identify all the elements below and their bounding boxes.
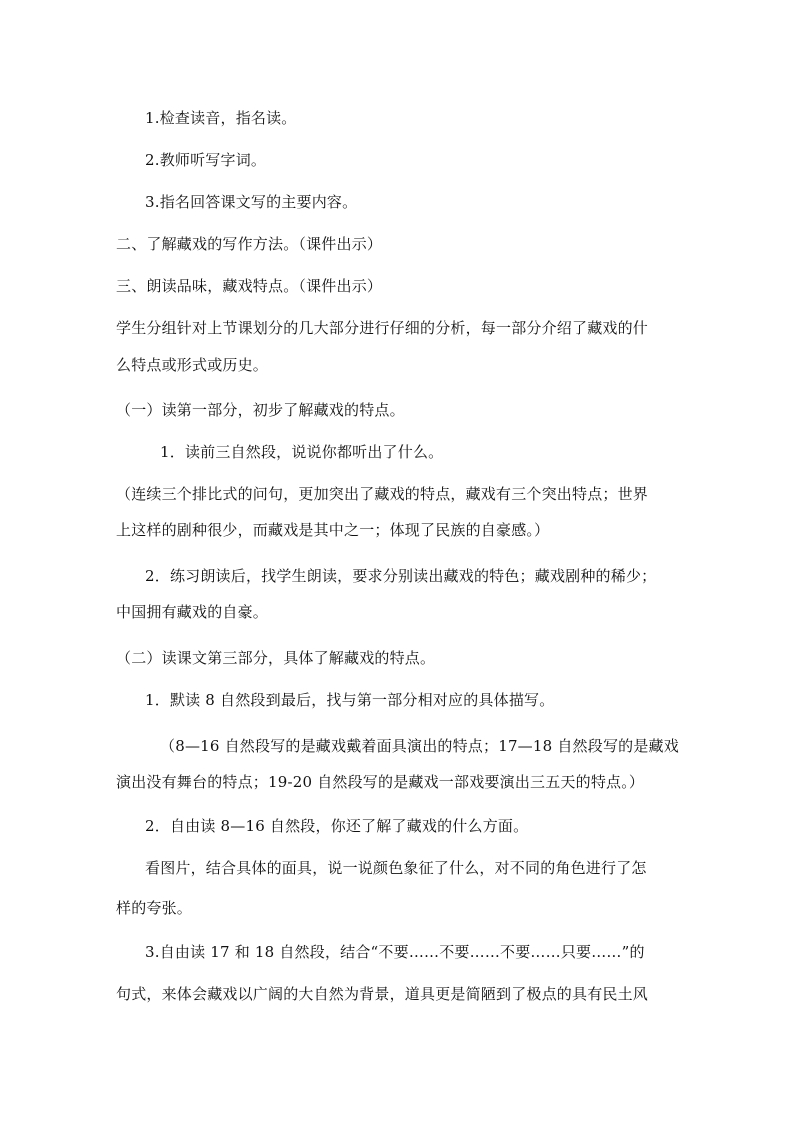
text-line: 3.自由读 17 和 18 自然段，结合“不要……不要……不要……只要……”的 [145, 943, 645, 961]
text-line: 2．练习朗读后，找学生朗读，要求分别读出藏戏的特色；藏戏剧种的稀少； [145, 567, 657, 585]
text-line: 2.教师听写字词。 [145, 151, 267, 169]
text-line: 么特点或形式或历史。 [116, 356, 269, 374]
text-line: （二）读课文第三部分，具体了解藏戏的特点。 [116, 649, 436, 667]
text-line: 上这样的剧种很少，而藏戏是其中之一；体现了民族的自豪感。） [116, 521, 550, 539]
text-line: 2．自由读 8—16 自然段，你还了解了藏戏的什么方面。 [145, 817, 529, 835]
text-line: 二、了解藏戏的写作方法。（课件出示） [116, 235, 383, 253]
text-line: 3.指名回答课文写的主要内容。 [145, 193, 358, 211]
text-line: 1．读前三自然段，说说你都听出了什么。 [160, 443, 444, 461]
text-line: 中国拥有藏戏的自豪。 [116, 603, 269, 621]
text-line: 1．默读 8 自然段到最后，找与第一部分相对应的具体描写。 [145, 691, 555, 709]
text-line: 三、朗读品味，藏戏特点。（课件出示） [116, 277, 383, 295]
text-line: （8—16 自然段写的是藏戏戴着面具演出的特点；17—18 自然段写的是藏戏 [160, 737, 679, 755]
text-line: 样的夸张。 [116, 899, 193, 917]
text-line: （一）读第一部分，初步了解藏戏的特点。 [116, 401, 405, 419]
text-line: 句式，来体会藏戏以广阔的大自然为背景，道具更是简陋到了极点的具有民土风 [116, 985, 649, 1003]
text-line: （连续三个排比式的问句，更加突出了藏戏的特点，藏戏有三个突出特点；世界 [116, 485, 649, 503]
text-line: 1.检查读音，指名读。 [145, 109, 297, 127]
text-line: 看图片，结合具体的面具，说一说颜色象征了什么，对不同的角色进行了怎 [145, 859, 647, 877]
text-line: 学生分组针对上节课划分的几大部分进行仔细的分析，每一部分介绍了藏戏的什 [116, 319, 649, 337]
text-line: 演出没有舞台的特点；19-20 自然段写的是藏戏一部戏要演出三五天的特点。） [116, 773, 645, 791]
